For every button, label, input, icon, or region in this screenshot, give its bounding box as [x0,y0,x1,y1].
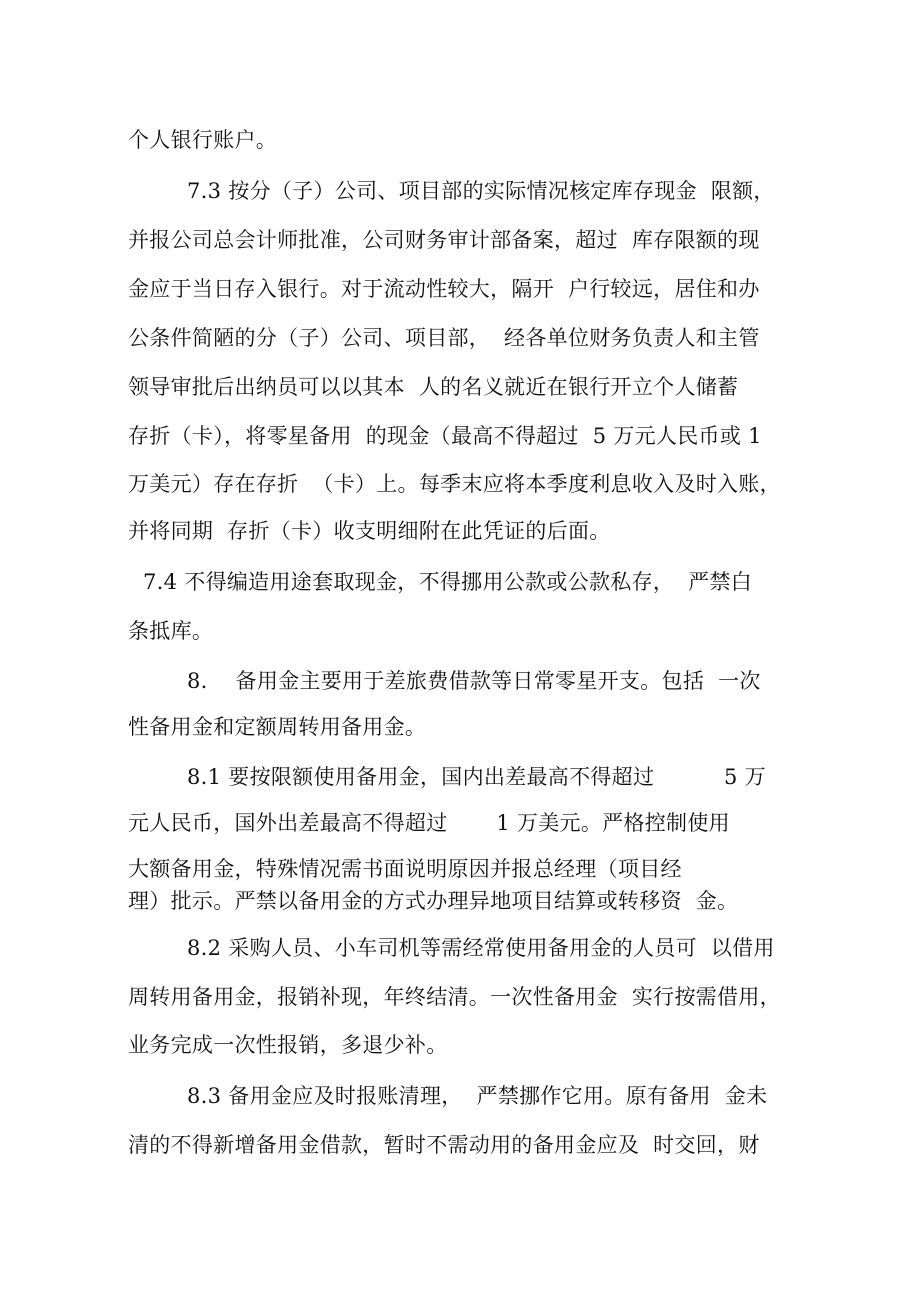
text-line: 周转用备用金，报销补现，年终结清。一次性备用金 实行按需借用， [128,985,781,1009]
text-line: 清的不得新增备用金借款，暂时不需动用的备用金应及 时交回，财 [128,1133,760,1157]
text-line: 性备用金和定额周转用备用金。 [128,715,427,739]
text-line: 8. 备用金主要用于差旅费借款等日常零星开支。包括 一次 [187,669,761,693]
text-line: 领导审批后出纳员可以以其本 人的名义就近在银行开立个人储蓄 [128,375,739,399]
text-line: 8.3 备用金应及时报账清理， 严禁挪作它用。原有备用 金未 [187,1084,768,1108]
text-line: 并报公司总会计师批准，公司财务审计部备案，超过 库存限额的现 [128,228,760,252]
text-line: 业务完成一次性报销，多退少补。 [128,1033,448,1057]
text-line: 公条件简陋的分（子）公司、项目部， 经各单位财务负责人和主管 [128,326,760,350]
text-line: 存折（卡），将零星备用 的现金（最高不得超过 5 万元人民币或 1 [128,424,762,448]
text-line: 理）批示。严禁以备用金的方式办理异地项目结算或转移资 金。 [128,889,739,913]
text-line: 并将同期 存折（卡）收支明细附在此凭证的后面。 [128,519,611,543]
text-line: 个人银行账户。 [128,128,278,152]
text-line: 条抵库。 [128,619,214,643]
text-line: 8.2 采购人员、小车司机等需经常使用备用金的人员可 以借用 [187,936,775,960]
text-line: 大额备用金，特殊情况需书面说明原因并报总经理（项目经 [128,857,682,881]
text-line: 金应于当日存入银行。对于流动性较大，隔开 户行较远，居住和办 [128,277,760,301]
text-line: 元人民币，国外出差最高不得超过 1 万美元。严格控制使用 [128,811,730,835]
text-line: 8.1 要按限额使用备用金，国内出差最高不得超过 5 万 [187,765,766,789]
text-line: 万美元）存在存折 （卡）上。每季末应将本季度利息收入及时入账， [128,472,781,496]
text-line: 7.4 不得编造用途套取现金，不得挪用公款或公款私存， 严禁白 [143,570,753,594]
text-line: 7.3 按分（子）公司、项目部的实际情况核定库存现金 限额， [187,179,775,203]
